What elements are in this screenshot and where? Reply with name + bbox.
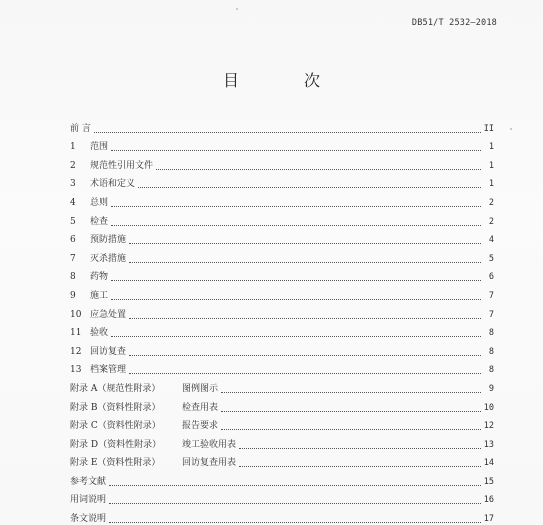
toc-entry-label xyxy=(70,495,106,506)
toc-entry-label xyxy=(70,384,218,395)
toc-entry-title: 档案管理 xyxy=(90,365,127,376)
dot-leader xyxy=(109,502,481,504)
scan-speck xyxy=(510,128,512,130)
toc-entry-label xyxy=(70,124,91,135)
toc-entry[interactable] xyxy=(70,395,494,414)
toc-entry-label xyxy=(70,291,108,302)
toc-entry[interactable] xyxy=(70,172,494,191)
toc-entry-page: 2 xyxy=(488,197,494,208)
dot-leader xyxy=(111,149,481,151)
toc-entry-title: 预防措施 xyxy=(90,235,127,246)
toc-entry-label xyxy=(70,272,108,283)
toc-entry-title: 回访复查用表 xyxy=(182,458,237,469)
toc-entry-page: 1 xyxy=(488,142,494,153)
toc-entry[interactable] xyxy=(70,488,494,507)
toc-entry[interactable] xyxy=(70,283,494,302)
toc-entry-page: 1 xyxy=(488,179,494,190)
toc-entry-title: 范围 xyxy=(90,142,109,153)
toc-entry-title: 回访复查 xyxy=(90,346,127,357)
toc-entry-number: 10 xyxy=(70,309,82,320)
toc-entry-title: 图例图示 xyxy=(182,383,219,394)
toc-entry-label xyxy=(70,440,236,451)
toc-entry-page: 6 xyxy=(488,272,494,283)
dot-leader xyxy=(129,354,481,356)
toc-entry-number: 附录 E（资料性附录） xyxy=(70,458,161,469)
toc-entry-number: 13 xyxy=(70,365,82,376)
dot-leader xyxy=(156,168,481,170)
dot-leader xyxy=(129,372,481,374)
dot-leader xyxy=(129,317,481,319)
toc-entry[interactable] xyxy=(70,432,494,451)
toc-entry-number: 8 xyxy=(70,272,76,283)
toc-entry-label xyxy=(70,310,126,321)
toc-entry-number: 12 xyxy=(70,346,82,357)
toc-entry-title: 参考文献 xyxy=(70,476,107,487)
toc-entry[interactable] xyxy=(70,246,494,265)
toc-entry-title: 灭杀措施 xyxy=(90,253,127,264)
toc-entry[interactable] xyxy=(70,358,494,377)
dot-leader xyxy=(239,465,481,467)
toc-entry-page: 5 xyxy=(488,253,494,264)
toc-entry-label xyxy=(70,347,126,358)
dot-leader xyxy=(109,521,481,523)
dot-leader xyxy=(221,391,481,393)
toc-entry-title: 术语和定义 xyxy=(90,179,136,190)
toc-entry[interactable] xyxy=(70,414,494,433)
toc-entry-page: 8 xyxy=(488,346,494,357)
toc-entry-title: 药物 xyxy=(90,272,109,283)
toc-entry-label xyxy=(70,477,106,488)
toc-entry-number: 附录 C（资料性附录） xyxy=(70,421,161,432)
toc-entry-page: 15 xyxy=(483,476,494,487)
dot-leader xyxy=(239,447,481,449)
toc-entry[interactable] xyxy=(70,376,494,395)
dot-leader xyxy=(129,261,481,263)
toc-entry-label xyxy=(70,254,126,265)
toc-entry-number: 7 xyxy=(70,253,76,264)
toc-entry-page: 2 xyxy=(488,216,494,227)
dot-leader xyxy=(111,298,481,300)
toc-entry-label xyxy=(70,198,108,209)
dot-leader xyxy=(129,242,481,244)
toc-entry-page: 17 xyxy=(483,514,494,525)
toc-entry[interactable] xyxy=(70,228,494,247)
toc-entry-title: 施工 xyxy=(90,290,109,301)
toc-entry-title: 检查用表 xyxy=(182,402,219,413)
toc-entry-label xyxy=(70,365,126,376)
toc-entry[interactable] xyxy=(70,451,494,470)
toc-entry-page: 8 xyxy=(488,328,494,339)
toc-entry[interactable] xyxy=(70,135,494,154)
toc-entry-title: 报告要求 xyxy=(182,421,219,432)
toc-entry-label xyxy=(70,421,218,432)
toc-entry-title: 条文说明 xyxy=(70,514,107,525)
toc-entry-label xyxy=(70,458,236,469)
page-title: 目 次 xyxy=(222,71,351,90)
toc-entry-number: 5 xyxy=(70,216,76,227)
toc-entry[interactable] xyxy=(70,339,494,358)
toc-entry-title: 检查 xyxy=(90,216,109,227)
toc-entry-label xyxy=(70,514,106,525)
dot-leader xyxy=(138,186,481,188)
toc-entry-page: 14 xyxy=(483,458,494,469)
toc-entry-title: 用词说明 xyxy=(70,495,107,506)
dot-leader xyxy=(111,224,481,226)
scan-speck xyxy=(236,8,238,10)
toc-entry-page: 16 xyxy=(483,495,494,506)
toc-entry-title: 规范性引用文件 xyxy=(90,160,154,171)
toc-entry-number: 9 xyxy=(70,290,76,301)
dot-leader xyxy=(111,335,481,337)
dot-leader xyxy=(221,410,481,412)
toc-entry-label xyxy=(70,217,108,228)
table-of-contents xyxy=(70,116,494,525)
toc-entry-page: 12 xyxy=(483,421,494,432)
dot-leader xyxy=(221,428,481,430)
toc-entry-title: 应急处置 xyxy=(90,309,127,320)
toc-entry[interactable] xyxy=(70,265,494,284)
toc-entry-page: 1 xyxy=(488,160,494,171)
toc-entry-page: 13 xyxy=(483,439,494,450)
toc-entry-label xyxy=(70,142,108,153)
toc-entry-number: 1 xyxy=(70,142,76,153)
toc-entry[interactable] xyxy=(70,302,494,321)
toc-entry-label xyxy=(70,161,153,172)
toc-entry-title: 竣工验收用表 xyxy=(182,439,237,450)
toc-entry[interactable] xyxy=(70,209,494,228)
toc-entry-number: 附录 A（规范性附录） xyxy=(70,383,161,394)
toc-entry-label xyxy=(70,328,108,339)
toc-entry[interactable] xyxy=(70,153,494,172)
toc-entry-page: 7 xyxy=(488,309,494,320)
dot-leader xyxy=(111,205,481,207)
toc-entry-title: 验收 xyxy=(90,328,109,339)
dot-leader xyxy=(111,279,481,281)
toc-entry-title: 总则 xyxy=(90,197,109,208)
toc-entry-page: 9 xyxy=(488,383,494,394)
toc-entry-number: 2 xyxy=(70,160,76,171)
toc-entry-number: 附录 B（资料性附录） xyxy=(70,402,161,413)
dot-leader xyxy=(94,131,481,133)
toc-entry-label xyxy=(70,235,126,246)
toc-entry-label xyxy=(70,179,135,190)
toc-entry-page: 10 xyxy=(483,402,494,413)
toc-entry-number: 4 xyxy=(70,197,76,208)
toc-entry[interactable] xyxy=(70,321,494,340)
toc-entry-number: 11 xyxy=(70,328,82,339)
dot-leader xyxy=(109,484,481,486)
toc-entry[interactable] xyxy=(70,190,494,209)
toc-entry[interactable] xyxy=(70,116,494,135)
toc-entry-number: 6 xyxy=(70,235,76,246)
toc-entry-page: 7 xyxy=(488,290,494,301)
toc-entry-page: 4 xyxy=(488,235,494,246)
toc-entry-label xyxy=(70,403,218,414)
toc-entry-number: 附录 D（资料性附录） xyxy=(70,439,162,450)
toc-entry-page: II xyxy=(483,123,494,134)
toc-entry[interactable] xyxy=(70,506,494,525)
toc-entry-page: 8 xyxy=(488,365,494,376)
standard-code: DB51/T 2532—2018 xyxy=(411,18,497,28)
toc-entry-title: 前 言 xyxy=(70,123,91,134)
toc-entry[interactable] xyxy=(70,469,494,488)
toc-entry-number: 3 xyxy=(70,179,76,190)
